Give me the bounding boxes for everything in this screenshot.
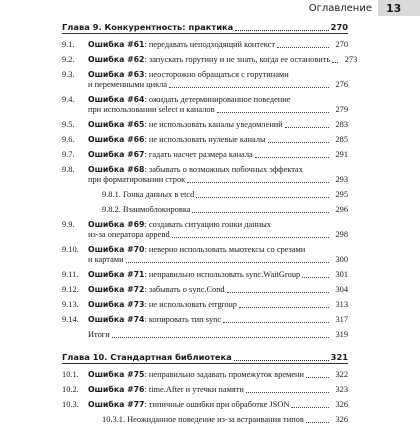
page-number: 13: [378, 0, 420, 16]
chapter-heading: [62, 22, 348, 33]
toc-line: [88, 270, 348, 280]
section-body: [88, 55, 357, 65]
section-number: 9.4.: [62, 95, 75, 104]
toc-line: [88, 255, 348, 265]
subsection: [88, 190, 348, 200]
leader-dots: [227, 292, 329, 293]
toc-entry: [62, 120, 348, 130]
chapter-title: Глава 10. Стандартная библиотека: [62, 352, 232, 362]
leader-dots: [255, 157, 329, 158]
section-number: 9.10.: [62, 245, 79, 254]
subsection: [88, 415, 348, 425]
section-body: [88, 40, 348, 50]
running-head: [305, 0, 420, 16]
section-text: Ошибка #71: неправильно использовать sync.WaitGroup: [88, 270, 301, 279]
chapter-title: Глава 9. Конкурентность: практика: [62, 22, 234, 32]
section-text: Ошибка #61: передавать неподходящий контекст: [88, 40, 276, 49]
section-number: 9.12.: [62, 285, 79, 294]
toc-line: [88, 230, 348, 240]
section-line: [88, 95, 348, 105]
mistake-label: Ошибка #61: [88, 40, 145, 49]
section-number: 9.2.: [62, 55, 75, 64]
toc-line: [88, 40, 348, 50]
section-text: Ошибка #63: неосторожно обращаться с горутинами: [88, 70, 289, 79]
page-ref: 323: [335, 385, 348, 394]
page-ref: 319: [335, 330, 348, 339]
leader-dots: [239, 307, 329, 308]
section-number: 9.13.: [62, 300, 79, 309]
section-body: [88, 400, 348, 410]
toc-entry: [62, 330, 348, 340]
section-number: 9.7.: [62, 150, 75, 159]
page-ref: 293: [335, 175, 348, 184]
page-ref: 295: [335, 190, 348, 199]
leader-dots: [285, 127, 329, 128]
page-ref: 326: [335, 415, 348, 424]
toc-line: [88, 105, 348, 115]
leader-dots: [169, 87, 329, 88]
subsection-text: 9.8.1. Гонка данных в etcd: [102, 190, 195, 199]
section-body: [88, 285, 348, 295]
section-number: 10.2.: [62, 385, 79, 394]
toc-entry: [62, 220, 348, 240]
mistake-label: Ошибка #71: [88, 270, 145, 279]
mistake-label: Ошибка #64: [88, 95, 145, 104]
mistake-label: Ошибка #69: [88, 220, 145, 229]
toc-entry: [62, 245, 348, 265]
toc-line: [88, 385, 348, 395]
section-text: и переменными цикла: [88, 80, 168, 89]
page-ref: 313: [335, 300, 348, 309]
section-number: 9.5.: [62, 120, 75, 129]
section-body: [88, 315, 348, 325]
section-text: при форматировании строк: [88, 175, 186, 184]
toc-line: [88, 285, 348, 295]
toc-entry: [62, 300, 348, 310]
section-body: [88, 120, 348, 130]
page-ref: 273: [344, 55, 358, 64]
mistake-label: Ошибка #68: [88, 165, 145, 174]
leader-dots: [223, 322, 329, 323]
page-ref: 296: [335, 205, 348, 214]
section-text: при использовании select и каналов: [88, 105, 215, 114]
section-text: Ошибка #66: не использовать нулевые каналы: [88, 135, 266, 144]
section-line: [88, 165, 348, 175]
page-ref: 326: [335, 400, 348, 409]
page-ref: 321: [330, 352, 348, 362]
toc-entry: [62, 150, 348, 160]
leader-dots: [126, 262, 329, 263]
mistake-label: Ошибка #65: [88, 120, 145, 129]
section-body: [88, 300, 348, 310]
subsection-text: 10.3.1. Неожиданное поведение из-за встраивания типов: [102, 415, 304, 424]
section-number: 9.11.: [62, 270, 79, 279]
page-ref: 298: [335, 230, 348, 239]
section-number: 9.9.: [62, 220, 75, 229]
section-line: [88, 245, 348, 255]
section-body: [88, 270, 348, 280]
section-number: [62, 330, 88, 340]
page-ref: 291: [335, 150, 348, 159]
section-number: 10.1.: [62, 370, 79, 379]
toc-entry: [62, 70, 348, 90]
section-text: и картами: [88, 255, 124, 264]
section-text: Ошибка #77: типичные ошибки при обработке JSON: [88, 400, 290, 409]
section-text: Ошибка #70: неверно использовать мьютексы со срезами: [88, 245, 306, 254]
section-body: [88, 370, 348, 380]
subsection-text: 9.8.2. Взаимоблокировка: [102, 205, 191, 214]
section-text: Ошибка #75: неправильно задавать промежуток времени: [88, 370, 305, 379]
mistake-label: Ошибка #72: [88, 285, 145, 294]
section-text: Ошибка #73: не использовать errgroup: [88, 300, 237, 309]
chapter-rule: [62, 33, 348, 34]
section-text: Ошибка #68: забывать о возможных побочных эффектах: [88, 165, 303, 174]
toc-entry: [62, 385, 348, 395]
mistake-label: Ошибка #67: [88, 150, 145, 159]
toc-line: [88, 300, 348, 310]
toc-entry: [62, 40, 348, 50]
section-number: 9.6.: [62, 135, 75, 144]
page-ref: 301: [335, 270, 348, 279]
section-body: [88, 165, 348, 185]
section-body: [88, 385, 348, 395]
section-text: Ошибка #74: копировать тип sync: [88, 315, 222, 324]
mistake-label: Ошибка #73: [88, 300, 145, 309]
section-body: [88, 245, 348, 265]
section-number: 9.8.: [62, 165, 75, 174]
mistake-label: Ошибка #76: [88, 385, 145, 394]
page-ref: 300: [335, 255, 348, 264]
section-body: [88, 330, 348, 340]
toc-line: [88, 175, 348, 185]
mistake-label: Ошибка #75: [88, 370, 145, 379]
page-ref: 276: [335, 80, 348, 89]
leader-dots: [306, 377, 329, 378]
toc-line: [88, 370, 348, 380]
mistake-label: Ошибка #62: [88, 55, 145, 64]
leader-dots: [246, 392, 329, 393]
mistake-label: Ошибка #74: [88, 315, 145, 324]
leader-dots: [291, 407, 329, 408]
toc-entry: [62, 165, 348, 185]
leader-dots: [302, 277, 329, 278]
toc-line: [102, 415, 348, 425]
section-text: Ошибка #62: запускать горутину и не знать, когда ее остановить: [88, 55, 331, 64]
section-number: 9.3.: [62, 70, 75, 79]
page-ref: 283: [335, 120, 348, 129]
leader-dots: [196, 197, 329, 198]
toc-line: [88, 55, 357, 65]
section-text: Ошибка #64: ожидать детерминированное поведение: [88, 95, 291, 104]
section-body: [88, 135, 348, 145]
toc-line: [88, 315, 348, 325]
leader-dots: [192, 212, 329, 213]
section-text: Ошибка #65: не использовать каналы уведомлений: [88, 120, 283, 129]
toc-line: [88, 150, 348, 160]
section-text: из-за оператора append: [88, 230, 170, 239]
page-ref: 279: [335, 105, 348, 114]
toc-entry: [62, 55, 358, 65]
section-body: [88, 95, 348, 115]
leader-dots: [235, 30, 329, 31]
mistake-label: Ошибка #70: [88, 245, 145, 254]
leader-dots: [268, 142, 329, 143]
leader-dots: [217, 112, 329, 113]
toc-entry: [62, 285, 348, 295]
mistake-label: Ошибка #63: [88, 70, 145, 79]
leader-dots: [172, 237, 329, 238]
toc-entry: [62, 370, 348, 380]
toc-entry: [62, 135, 348, 145]
page-ref: 270: [335, 40, 348, 49]
subsection: [88, 205, 348, 215]
leader-dots: [187, 182, 329, 183]
toc-entry: [62, 400, 348, 410]
table-of-contents: [62, 22, 358, 430]
section-line: [88, 220, 348, 230]
leader-dots: [112, 337, 329, 338]
mistake-label: Ошибка #77: [88, 400, 145, 409]
section-number: 10.3.: [62, 400, 79, 409]
section-line: [88, 70, 348, 80]
section-number: 9.1.: [62, 40, 75, 49]
section-text: Ошибка #67: гадать насчет размера канала: [88, 150, 253, 159]
section-body: [88, 70, 348, 90]
page-ref: 285: [335, 135, 348, 144]
leader-dots: [277, 47, 329, 48]
page-ref: 317: [335, 315, 348, 324]
section-text: Ошибка #76: time.After и утечки памяти: [88, 385, 244, 394]
toc-line: [88, 120, 348, 130]
toc-entry: [62, 95, 348, 115]
toc-line: [102, 190, 348, 200]
toc-line: [88, 330, 348, 340]
page-ref: 322: [335, 370, 348, 379]
running-head-title: Оглавление: [305, 3, 378, 14]
spacer: [62, 345, 348, 352]
leader-dots: [332, 62, 338, 63]
toc-line: [88, 135, 348, 145]
toc-line: [88, 400, 348, 410]
toc-entry: [62, 315, 348, 325]
section-body: [88, 150, 348, 160]
page-ref: 270: [330, 22, 348, 32]
leader-dots: [306, 422, 329, 423]
toc-line: [102, 205, 348, 215]
section-body: [88, 220, 348, 240]
section-text: Итоги: [88, 330, 110, 339]
leader-dots: [234, 360, 329, 361]
chapter-rule: [62, 363, 348, 364]
mistake-label: Ошибка #66: [88, 135, 145, 144]
section-number: 9.14.: [62, 315, 79, 324]
section-text: Ошибка #72: забывать о sync.Cond: [88, 285, 225, 294]
chapter-heading: [62, 352, 348, 363]
page-ref: 304: [335, 285, 348, 294]
section-text: Ошибка #69: создавать ситуацию гонки данных: [88, 220, 271, 229]
toc-line: [88, 80, 348, 90]
toc-entry: [62, 270, 348, 280]
